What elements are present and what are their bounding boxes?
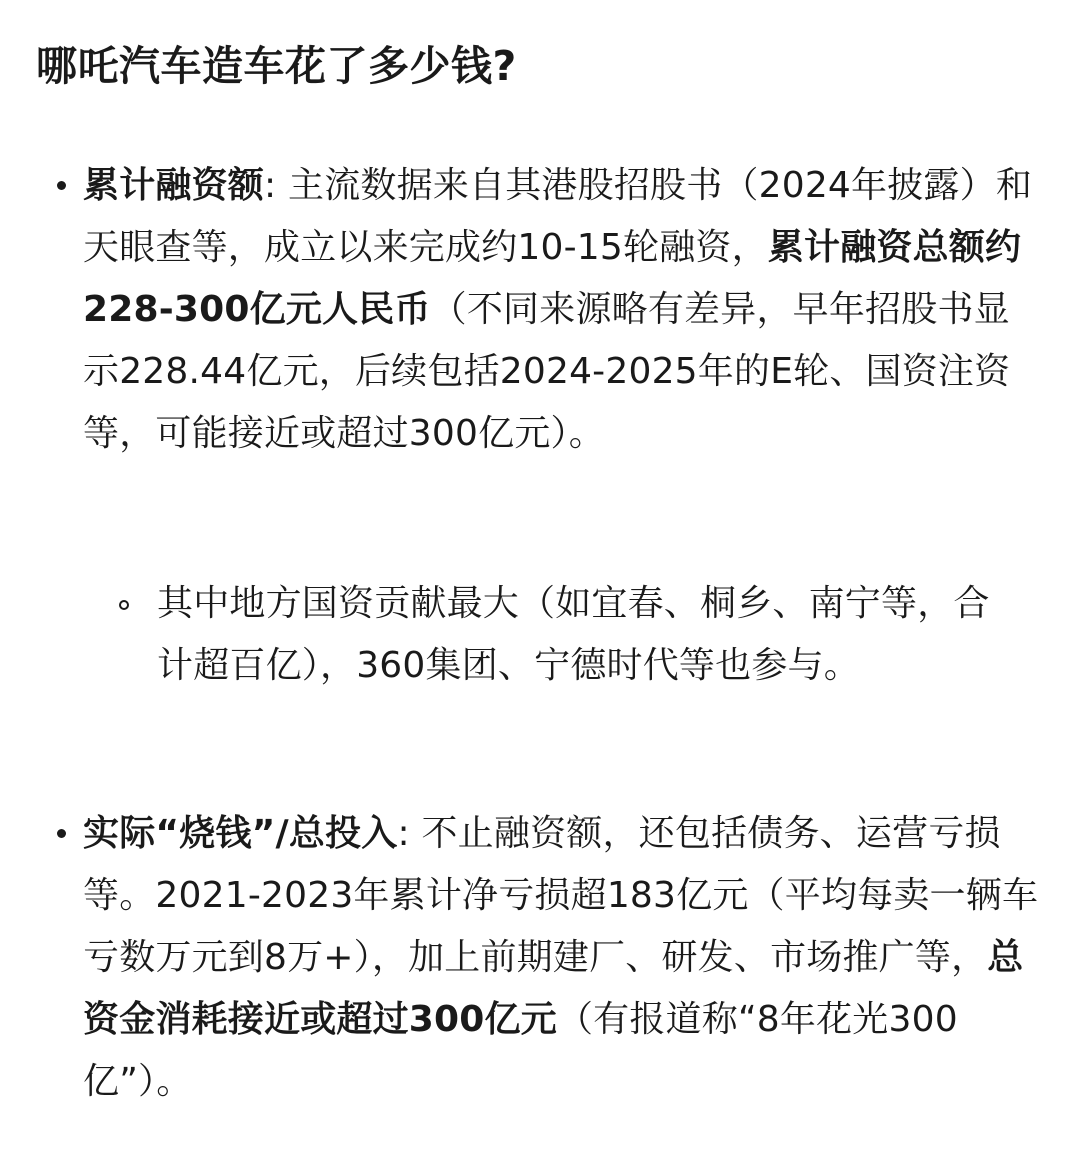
- bullet-dot: [57, 181, 66, 190]
- item-bold-text: 总资金消耗接近或超过300亿元: [83, 937, 1024, 1040]
- sub-list-item: [157, 573, 1017, 697]
- sub-item-text: 其中地方国资贡献最大（如宜春、桐乡、南宁等，合计超百亿），360集团、宁德时代等也参与。: [157, 583, 990, 686]
- bullet-dot: [57, 829, 66, 838]
- item-text: 不止融资额，还包括债务、运营亏损等。2021-2023年累计净亏损超183亿元（平均每卖一辆车亏数万元到8万+），加上前期建厂、研发、市场推广等，: [83, 813, 1039, 978]
- item-text-cont: （有报道称“8年花光300亿”）。: [83, 999, 958, 1102]
- item-label: 实际“烧钱”/总投入: [83, 813, 398, 854]
- list-item-spending: [83, 803, 1043, 1113]
- item-label: 累计融资额: [83, 165, 265, 206]
- label-separator: :: [264, 165, 277, 206]
- list-item-financing: [83, 155, 1043, 465]
- item-text: 主流数据来自其港股招股书（2024年披露）和天眼查等，成立以来完成约10-15轮融资，: [83, 165, 1033, 268]
- item-bold-text: 累计融资总额约228-300亿元人民币: [83, 227, 1022, 330]
- label-separator: :: [397, 813, 410, 854]
- page-title: 哪吒汽车造车花了多少钱?: [36, 42, 517, 90]
- item-text-cont: （不同来源略有差异，早年招股书显示228.44亿元，后续包括2024-2025年的E轮、国资注资等，可能接近或超过300亿元）。: [83, 289, 1011, 454]
- sub-bullet-circle: [119, 600, 129, 610]
